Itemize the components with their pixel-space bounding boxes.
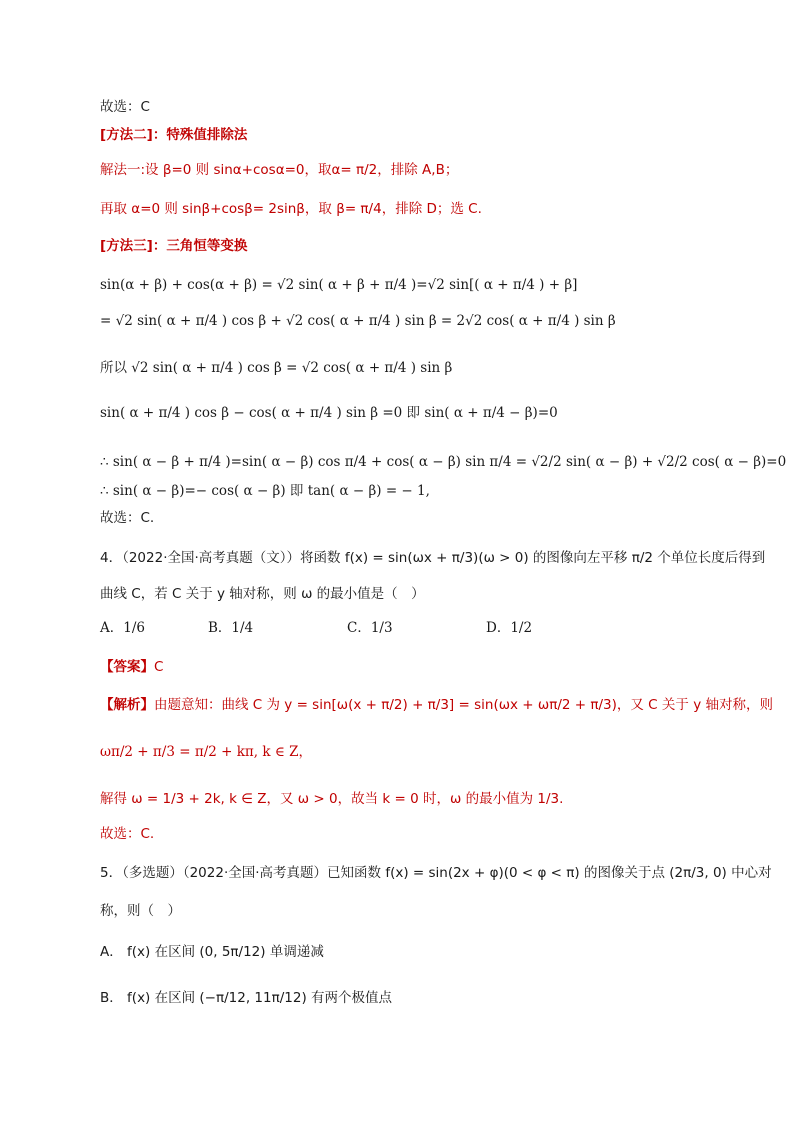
conclusion-line-1: 故选：C [100,99,150,115]
analysis-equation-1: ωπ/2 + π/3 = π/2 + kπ, k ∈ Z， [100,744,312,760]
identity-line-2: = √2 sin( α + π/4 ) cos β + √2 cos( α + π/4 ) sin β = 2√2 cos( α + π/4 ) sin β [100,313,616,329]
method-two-step-2: 再取 α=0 则 sinβ+cosβ= 2sinβ，取 β= π/4，排除 D；选 C. [100,201,482,217]
identity-line-6: ∴ sin( α − β)=− cos( α − β) 即 tan( α − β) = − 1, [100,483,430,499]
analysis-text: 由题意知：曲线 C 为 y = sin[ω(x + π/2) + π/3] = sin(ωx + ωπ/2 + π/3)，又 C 关于 y 轴对称，则 [154,697,773,713]
answer-line [100,657,163,677]
answer-tag: 【答案】 [100,659,154,675]
question-5-option-a: A． f(x) 在区间 (0, 5π/12) 单调递减 [100,944,324,960]
question-5-stem-cont: 称，则（ ） [100,903,181,919]
identity-line-5: ∴ sin( α − β + π/4 )=sin( α − β) cos π/4 + cos( α − β) sin π/4 = √2/2 sin( α − β) + √2/2 cos( α − β)=0 [100,454,787,470]
method-two-step-1: 解法一:设 β=0 则 sinα+cosα=0，取α= π/2，排除 A,B； [100,162,459,178]
analysis-equation-2: 解得 ω = 1/3 + 2k, k ∈ Z，又 ω > 0，故当 k = 0 时，ω 的最小值为 1/3. [100,791,564,807]
question-4-option-b: B．1/4 [208,620,254,636]
conclusion-line-2: 故选：C. [100,510,155,526]
question-4-option-c: C．1/3 [347,620,393,636]
analysis-tag: 【解析】 [100,697,154,713]
method-two-heading: [方法二]：特殊值排除法 [100,127,248,143]
answer-value: C [154,659,164,675]
analysis-line [100,695,773,715]
identity-line-1: sin(α + β) + cos(α + β) = √2 sin( α + β + π/4 )=√2 sin[( α + π/4 ) + β] [100,277,578,293]
identity-line-4: sin( α + π/4 ) cos β − cos( α + π/4 ) sin β =0 即 sin( α + π/4 − β)=0 [100,405,558,421]
method-three-heading: [方法三]：三角恒等变换 [100,238,248,254]
question-5-option-b: B． f(x) 在区间 (−π/12, 11π/12) 有两个极值点 [100,990,393,1006]
question-4-option-d: D．1/2 [486,620,533,636]
question-5-stem: 5．（多选题）（2022·全国·高考真题）已知函数 f(x) = sin(2x + φ)(0 < φ < π) 的图像关于点 (2π/3, 0) 中心对 [100,865,772,881]
question-4-option-a: A．1/6 [100,620,145,636]
identity-line-3: 所以 √2 sin( α + π/4 ) cos β = √2 cos( α + π/4 ) sin β [100,360,453,376]
question-4-stem: 4．（2022·全国·高考真题（文））将函数 f(x) = sin(ωx + π/3)(ω > 0) 的图像向左平移 π/2 个单位长度后得到 [100,550,766,566]
conclusion-line-3: 故选：C. [100,826,155,842]
question-4-stem-cont: 曲线 C，若 C 关于 y 轴对称，则 ω 的最小值是（ ） [100,586,425,602]
